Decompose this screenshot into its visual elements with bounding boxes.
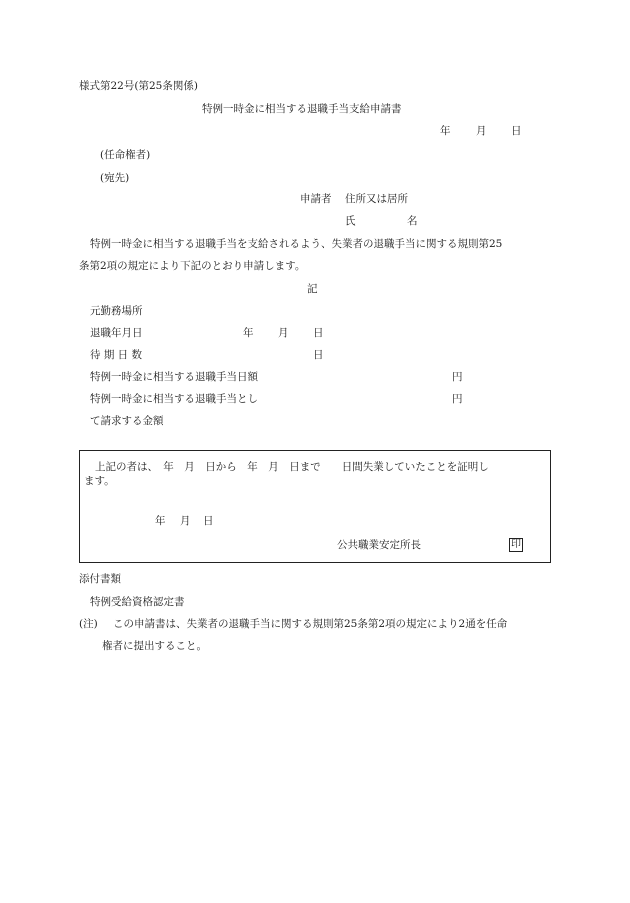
former-workplace-label: 元勤務場所 [90,305,143,317]
retirement-date-label: 退職年月日 [90,327,143,339]
claim-amount-label-2: て請求する金額 [90,415,164,427]
claim-amount-unit: 円 [452,393,463,405]
appointer-label: (任命権者) [100,149,151,161]
certificate-box [79,450,551,563]
office-director-label: 公共職業安定所長 [337,539,421,551]
attachment-item: 特例受給資格認定書 [90,596,185,608]
certificate-date-month: 月 [180,515,191,527]
form-number: 様式第22号(第25条関係) [79,80,198,92]
retirement-day: 日 [313,327,324,339]
document-title: 特例一時金に相当する退職手当支給申請書 [202,103,402,115]
certificate-date-year: 年 [155,515,166,527]
body-line-1: 特例一時金に相当する退職手当を支給されるよう、失業者の退職手当に関する規則第25 [90,238,503,250]
applicant-label: 申請者 [300,193,332,205]
certificate-line-2: ます。 [84,475,115,487]
name-label-1: 氏 [345,215,356,227]
addressee-label: (宛先) [100,172,130,184]
claim-amount-label-1: 特例一時金に相当する退職手当とし [90,393,258,405]
certificate-line-1: 上記の者は、 年 月 日から 年 月 日まで 日間失業していたことを証明し [95,461,489,473]
daily-amount-unit: 円 [452,371,463,383]
attachments-label: 添付書類 [79,573,121,585]
certificate-date-day: 日 [203,515,214,527]
body-line-2: 条第2項の規定により下記のとおり申請します。 [79,260,306,272]
ki-marker: 記 [307,283,318,295]
name-label-2: 名 [407,215,418,227]
date-month: 月 [476,125,487,137]
waiting-days-label: 待 期 日 数 [90,349,143,361]
address-label: 住所又は居所 [345,193,408,205]
retirement-month: 月 [278,327,289,339]
date-day: 日 [511,125,522,137]
seal-mark: 印 [511,539,521,550]
waiting-days-unit: 日 [313,349,324,361]
note-line-2: 権者に提出すること。 [102,640,207,652]
daily-amount-label: 特例一時金に相当する退職手当日額 [90,371,258,383]
note-line-1: この申請書は、失業者の退職手当に関する規則第25条第2項の規定により2通を任命 [113,618,508,630]
note-prefix: (注) [79,618,98,630]
date-year: 年 [440,125,451,137]
retirement-year: 年 [243,327,254,339]
